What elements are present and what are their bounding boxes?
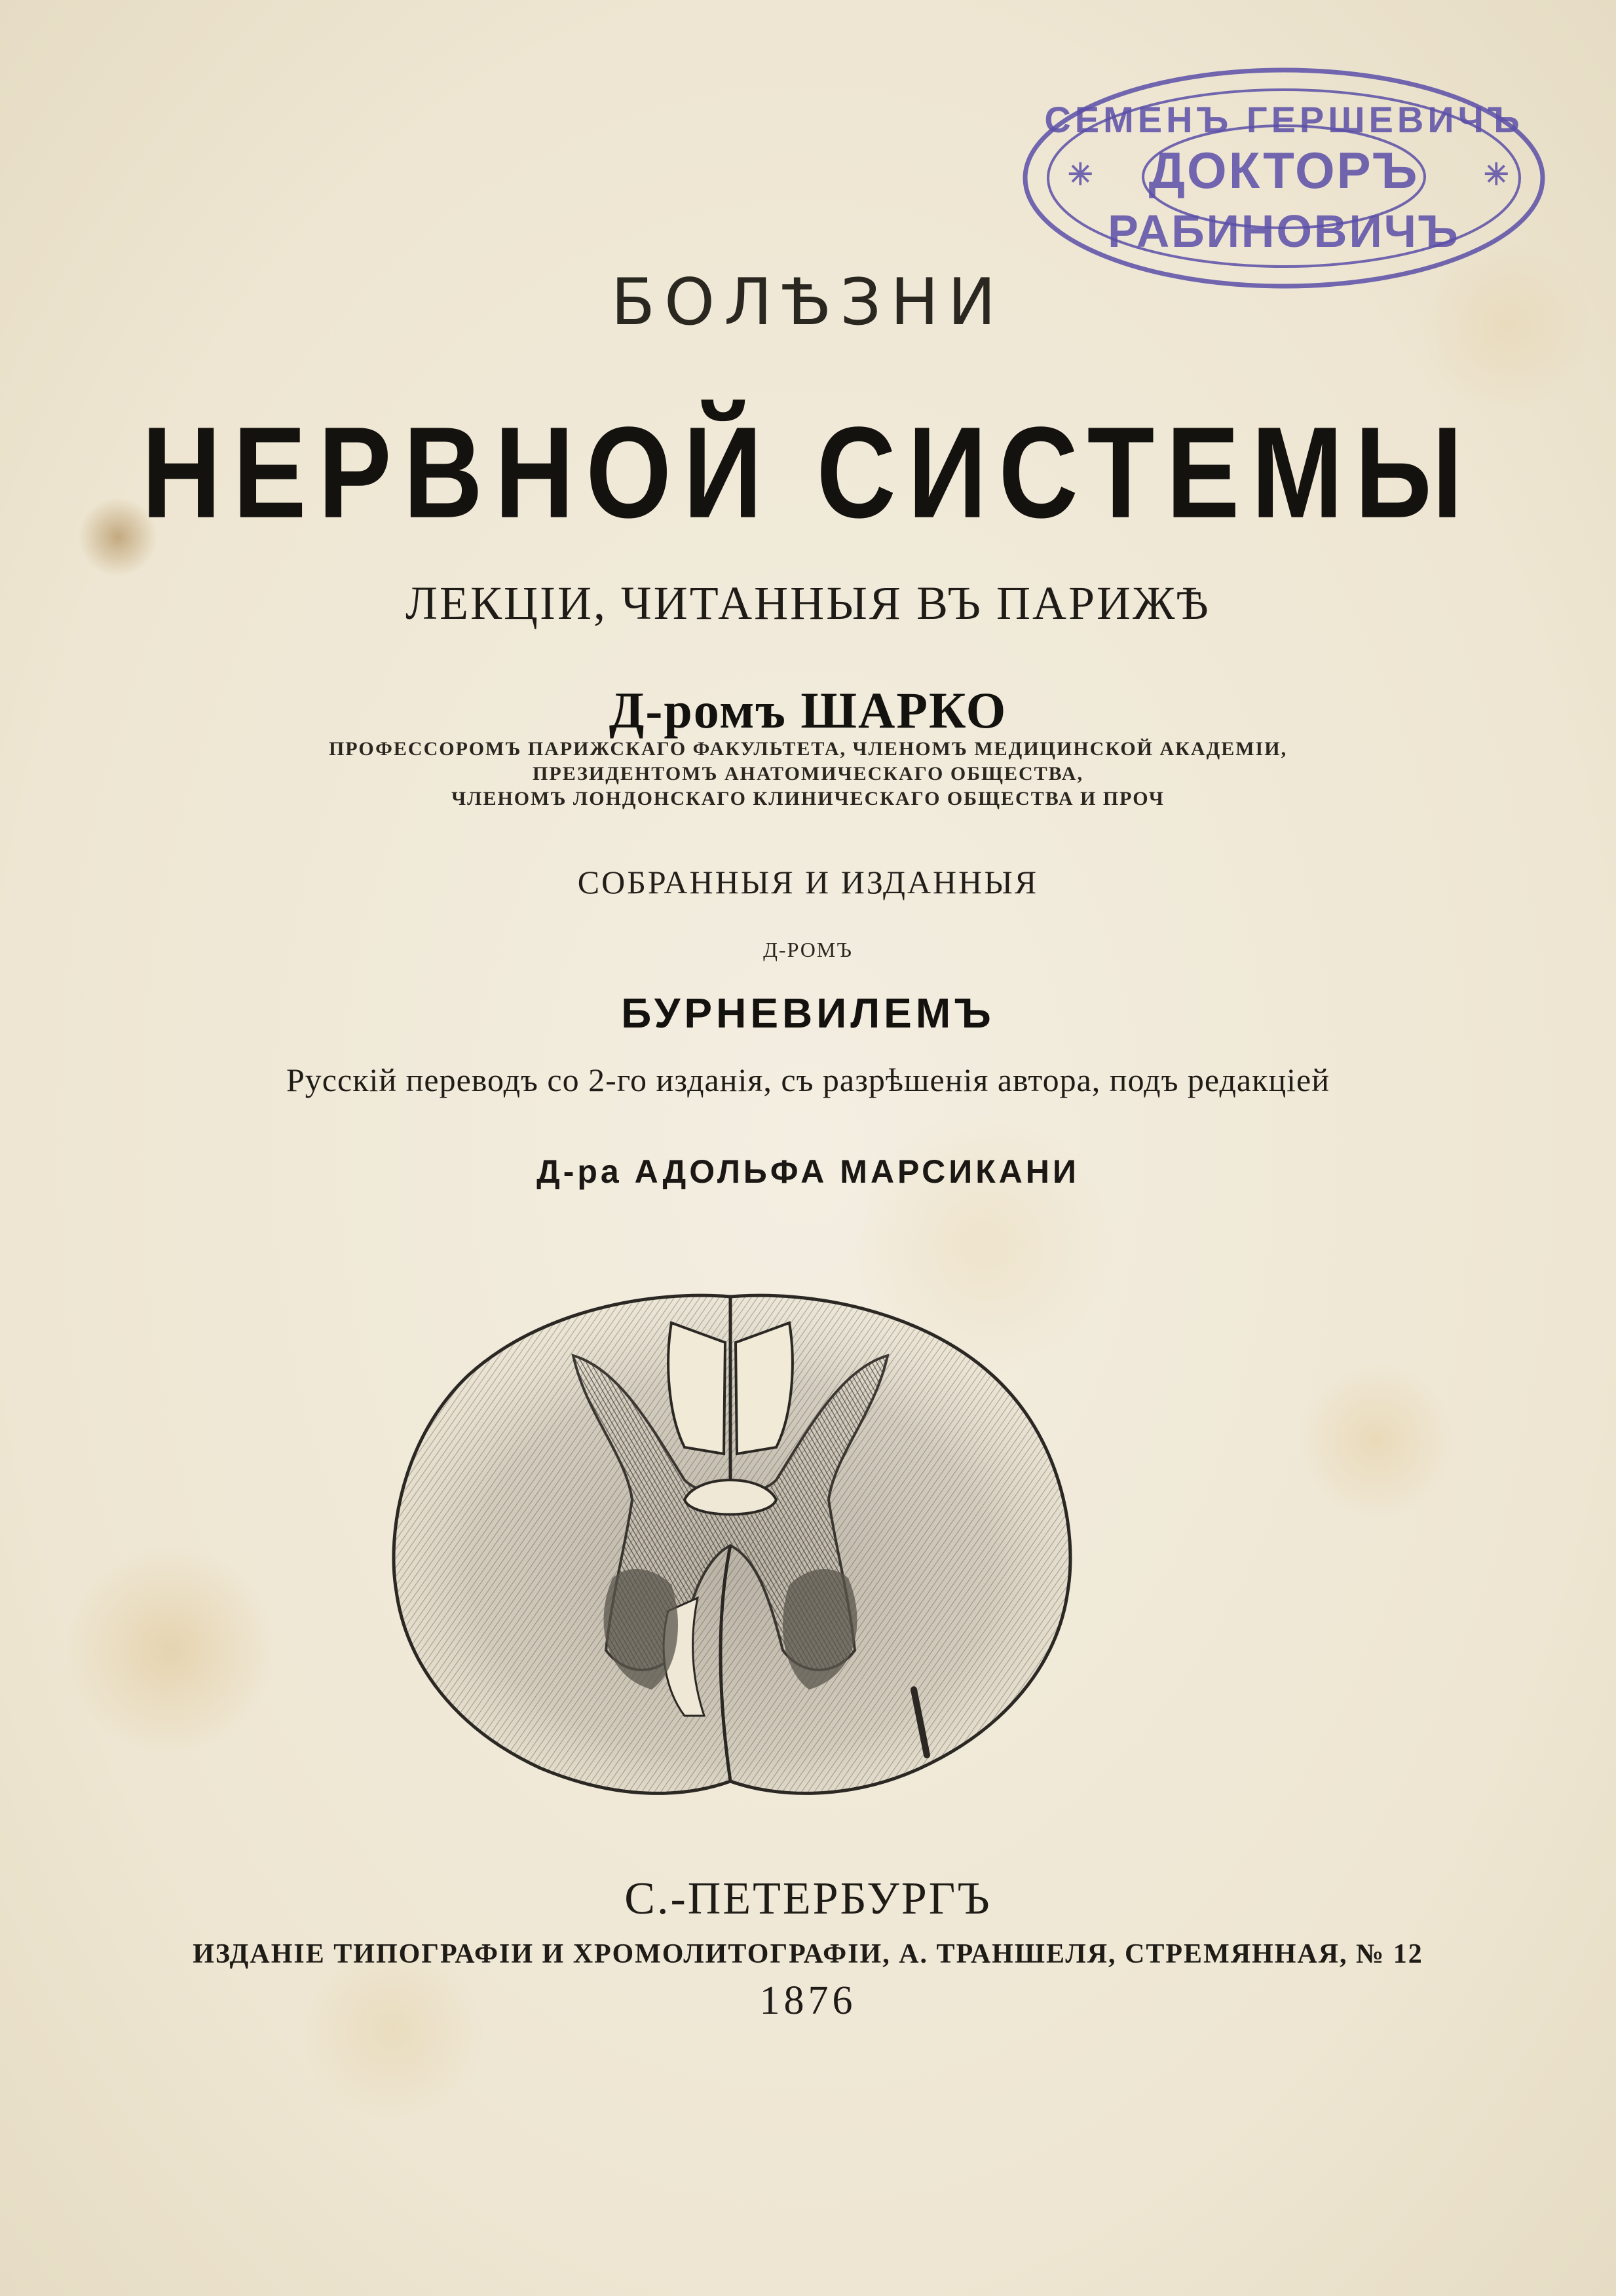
author-credit-line: ЧЛЕНОМЪ ЛОНДОНСКАГО КЛИНИЧЕСКАГО ОБЩЕСТВА И ПРОЧ [451, 788, 1165, 809]
author-name: Д-ромъ ШАРКО [609, 682, 1007, 739]
editor-marsicani: Д-ра АДОЛЬФА МАРСИКАНИ [536, 1153, 1080, 1190]
title-large: НЕРВНОЙ СИСТЕМЫ [141, 399, 1475, 546]
author-credits [0, 737, 1616, 811]
city: С.-ПЕТЕРБУРГЪ [624, 1874, 992, 1924]
publication-year: 1876 [759, 1978, 857, 2023]
publisher: ИЗДАНІЕ ТИПОГРАФІИ И ХРОМОЛИТОГРАФІИ, А. ТРАНШЕЛЯ, СТРЕМЯННАЯ, № 12 [193, 1939, 1423, 1969]
collected-line: СОБРАННЫЯ И ИЗДАННЫЯ [577, 864, 1039, 900]
stamp-line-2: РАБИНОВИЧЪ [1108, 206, 1460, 257]
stamp-star-right: ✳ [1484, 157, 1509, 191]
library-stamp [1019, 60, 1552, 296]
stamp-line-1: ДОКТОРЪ [1148, 141, 1419, 199]
stamp-graphic [1019, 60, 1552, 296]
by-doctor-line: Д-РОМЪ [763, 938, 853, 961]
stamp-ring-text: СЕМЕНЪ ГЕРШЕВИЧЪ [1044, 99, 1524, 140]
subtitle: ЛЕКЦІИ, ЧИТАННЫЯ ВЪ ПАРИЖѢ [405, 577, 1211, 629]
spinal-cord-illustration [377, 1284, 1084, 1807]
translation-note: Русскій переводъ со 2-го изданія, съ разрѣшенія автора, подъ редакціей [286, 1062, 1330, 1098]
title-small: БОЛѢЗНИ [611, 265, 1005, 340]
author-credit-line: ПРЕЗИДЕНТОМЪ АНАТОМИЧЕСКАГО ОБЩЕСТВА, [533, 763, 1083, 785]
stamp-star-left: ✳ [1068, 157, 1093, 191]
editor-bourneville: БУРНЕВИЛЕМЪ [621, 990, 995, 1037]
author-credit-line: ПРОФЕССОРОМЪ ПАРИЖСКАГО ФАКУЛЬТЕТА, ЧЛЕНОМЪ МЕДИЦИНСКОЙ АКАДЕМІИ, [328, 738, 1288, 760]
spinal-cord-graphic [377, 1284, 1084, 1807]
